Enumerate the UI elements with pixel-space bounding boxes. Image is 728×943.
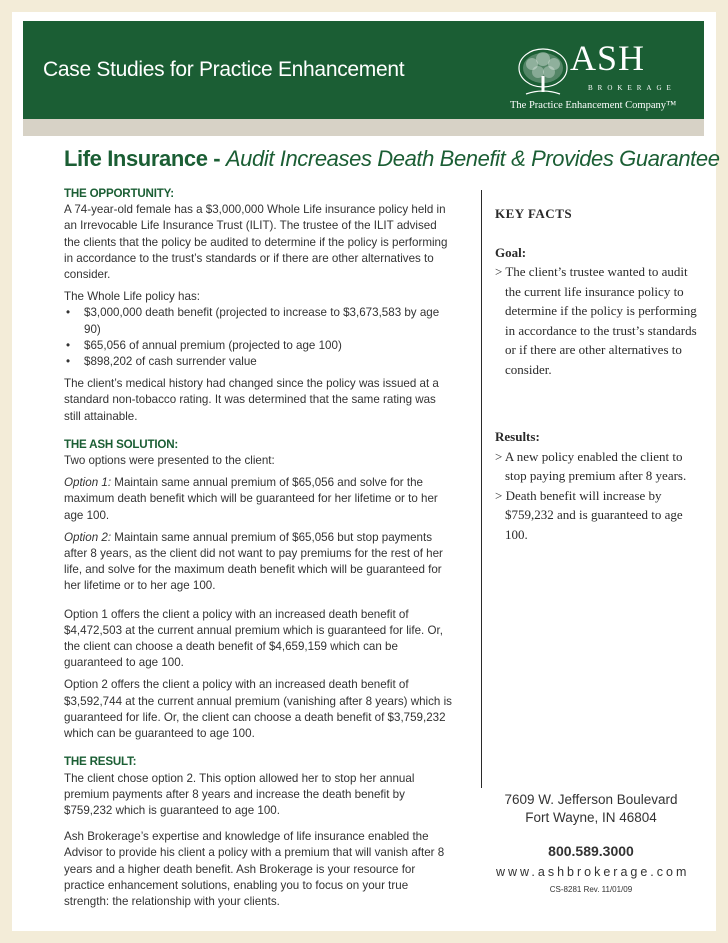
- option-2-text: Maintain same annual premium of $65,056 but stop payments after 8 years, as the client did not want to pay premiums for the rest of her life, and solve for the maximum death benefit which will be guaranteed for her lifetime or to her age 100.: [64, 530, 443, 593]
- main-column: [64, 186, 454, 910]
- website-link[interactable]: www.ashbrokerage.com: [496, 865, 690, 879]
- column-divider: [481, 190, 482, 788]
- goal-label: Goal:: [495, 244, 527, 260]
- medical-history-paragraph: The client’s medical history had changed since the policy was issued at a standard non-tobacco rating. It was determined that the same rating was still attainable.: [64, 377, 439, 423]
- solution-intro: Two options were presented to the client:: [64, 454, 275, 468]
- solution-heading: THE ASH SOLUTION:: [64, 437, 179, 451]
- page-headline: [64, 146, 720, 172]
- option-1-paragraph: [64, 475, 454, 524]
- key-facts-panel: [495, 204, 705, 544]
- option-1-label: Option 1:: [64, 476, 112, 490]
- opportunity-heading: THE OPPORTUNITY:: [64, 187, 174, 200]
- policy-bullets: [64, 305, 454, 370]
- option-2-paragraph: [64, 530, 454, 595]
- tree-logo-icon: [516, 46, 570, 100]
- option-1-result-paragraph: Option 1 offers the client a policy with an increased death benefit of $4,472,503 at the current annual premium which is guaranteed for life. Or, the client can choose a death benefit of $4,659,159 which can be guaranteed to age 100.: [64, 607, 443, 670]
- closing-paragraph: Ash Brokerage’s expertise and knowledge of life insurance enabled the Advisor to provide his client a policy with a premium that will vanish after 8 years and a higher death benefit. Ash Brokerage is your resource for practice enhancement solutions, enabling you to focus on your true strength: the relationship with your clients.: [64, 830, 445, 908]
- document-code: CS-8281 Rev. 11/01/09: [549, 885, 633, 894]
- option-1-text: Maintain same annual premium of $65,056 and solve for the maximum death benefit which will be guaranteed for her lifetime or to her age 100.: [64, 476, 438, 522]
- goal-item: > The client’s trustee wanted to audit the current life insurance policy to determine if the policy is performing in accordance to the trust’s standards or if there are other alternatives to consider.: [495, 264, 697, 377]
- list-item: • $3,000,000 death benefit (projected to increase to $3,673,583 by age 90): [64, 305, 454, 337]
- results-item: > Death benefit will increase by $759,232 and is guaranteed to age 100.: [495, 487, 683, 542]
- result-paragraph: The client chose option 2. This option allowed her to stop her annual premium payments after 8 years and increase the death benefit by $759,232 which is guaranteed to age 100.: [64, 771, 415, 817]
- banner-title: Case Studies for Practice Enhancement: [43, 58, 405, 81]
- address-line-2: Fort Wayne, IN 46804: [525, 810, 657, 825]
- option-2-label: Option 2:: [64, 530, 112, 544]
- option-2-result-paragraph: Option 2 offers the client a policy with an increased death benefit of $3,592,744 at the current annual premium (vanishing after 8 years) which is guaranteed for life. Or, the client can choose a death benefit of $3,759,232 which can be guaranteed to age 100.: [64, 678, 452, 741]
- list-item: • $65,056 of annual premium (projected to age 100): [64, 338, 454, 354]
- list-item: • $898,202 of cash surrender value: [64, 354, 454, 370]
- address-line-1: 7609 W. Jefferson Boulevard: [504, 792, 678, 807]
- headline-italic: Audit Increases Death Benefit & Provides Guarantee: [225, 146, 720, 171]
- policy-intro: The Whole Life policy has:: [64, 290, 200, 304]
- phone-number: 800.589.3000: [548, 843, 634, 859]
- key-facts-heading: KEY FACTS: [495, 206, 573, 221]
- opportunity-paragraph: A 74-year-old female has a $3,000,000 Whole Life insurance policy held in an Irrevocable Life Insurance Trust (ILIT). The trustee of the ILIT advised the clients that the policy be audited to determine if the policy is performing in accordance to the trust’s standards or if there are other alternatives to consider.: [64, 203, 448, 282]
- result-heading: THE RESULT:: [64, 755, 137, 769]
- results-item: > A new policy enabled the client to stop paying premium after 8 years.: [495, 448, 687, 483]
- headline-bold: Life Insurance -: [64, 146, 226, 171]
- results-label: Results:: [495, 429, 540, 444]
- logo-wordmark: ASH: [570, 38, 646, 78]
- address-block: [496, 791, 686, 827]
- logo-subtitle: BROKERAGE: [588, 84, 676, 92]
- header-subband: [23, 119, 704, 136]
- logo-tagline: The Practice Enhancement Company™: [510, 100, 677, 111]
